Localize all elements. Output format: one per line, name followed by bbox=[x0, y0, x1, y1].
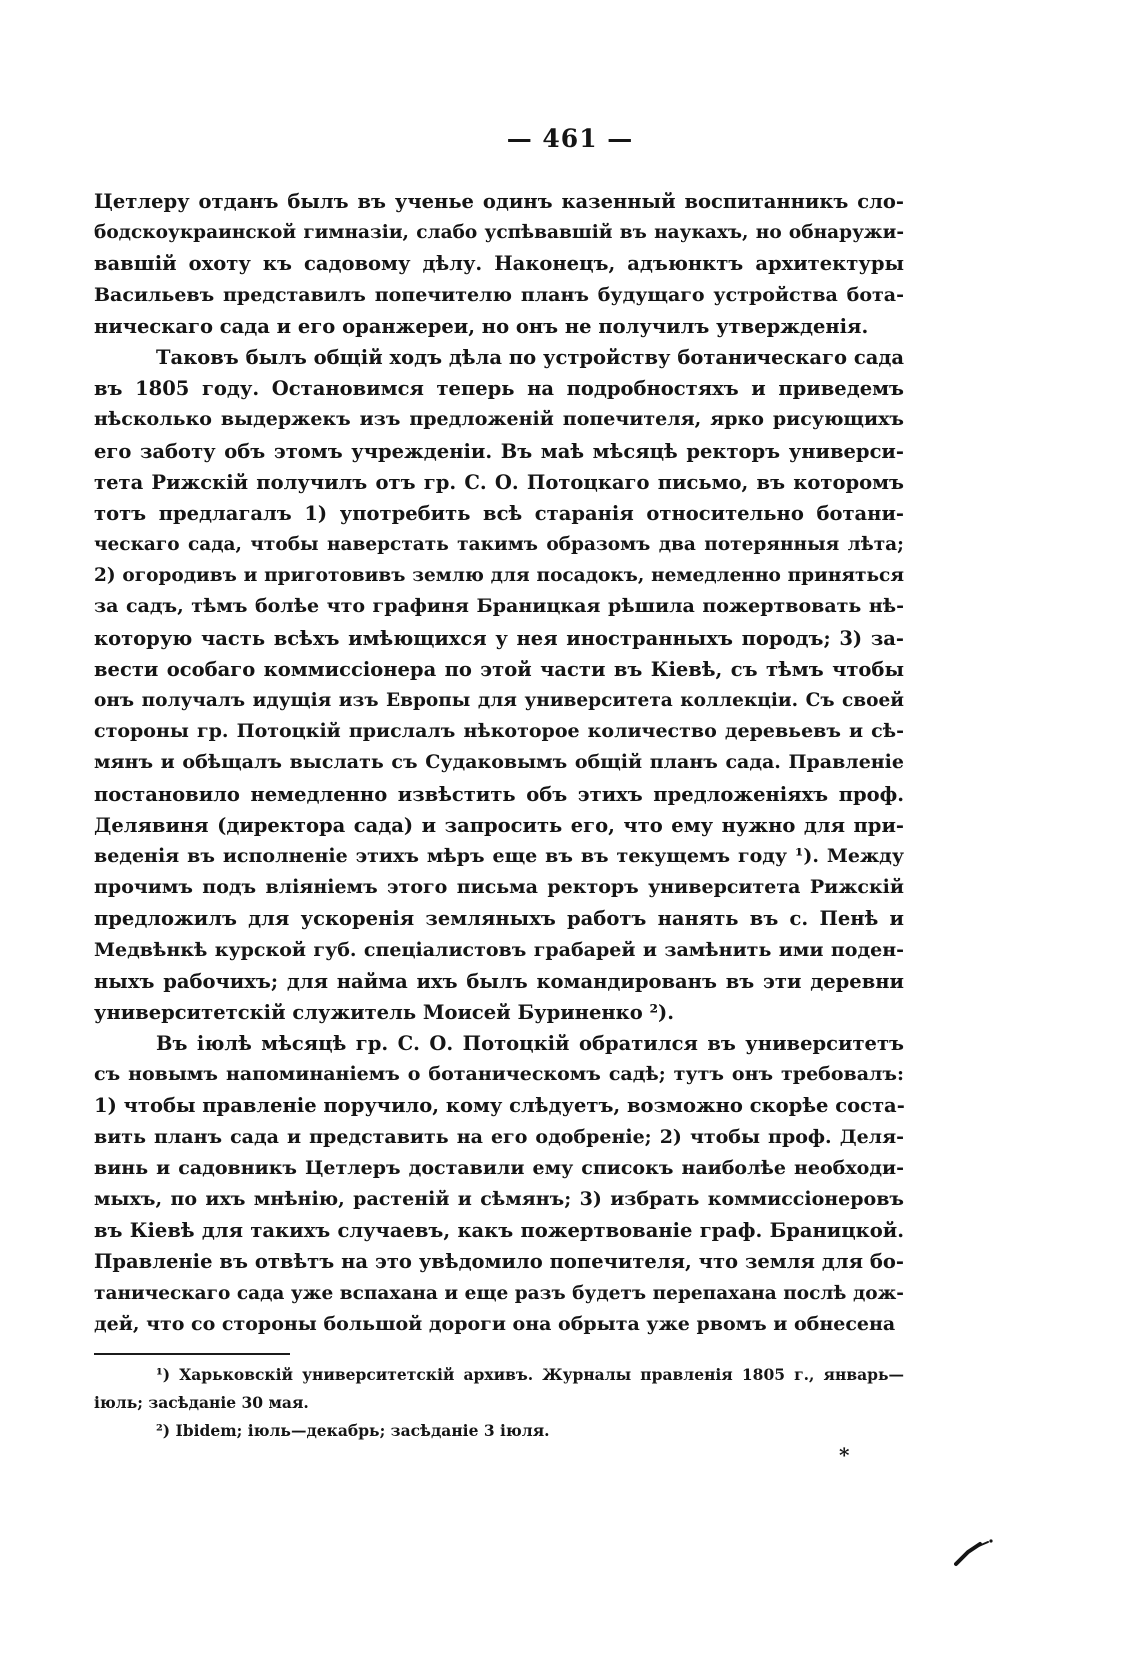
text-line: его заботу объ этомъ учрежденіи. Въ маѣ мѣсяцѣ ректоръ универси- bbox=[94, 439, 904, 463]
text-line: которую часть всѣхъ имѣющихся у нея иностранныхъ породъ; 3) за- bbox=[94, 626, 904, 650]
text-line: тотъ предлагалъ 1) употребить всѣ старанія относительно ботани- bbox=[94, 501, 904, 525]
text-line: въ 1805 году. Остановимся теперь на подробностяхъ и приведемъ bbox=[94, 377, 904, 401]
text-line: Цетлеру отданъ былъ въ ученье одинъ казенный воспитанникъ сло- bbox=[94, 190, 904, 213]
text-line: Васильевъ представилъ попечителю планъ будущаго устройства бота- bbox=[94, 283, 904, 306]
ink-pen-mark bbox=[954, 1538, 994, 1568]
text-line: Въ іюлѣ мѣсяцѣ гр. С. О. Потоцкій обратился въ университетъ bbox=[156, 1032, 904, 1056]
text-line: университетскій служитель Моисей Буриненко ²). bbox=[94, 1000, 675, 1024]
text-line: нѣсколько выдержекъ изъ предложеній попечителя, ярко рисующихъ bbox=[94, 408, 904, 431]
body-text bbox=[94, 186, 904, 1340]
text-line: Делявиня (директора сада) и запросить его, что ему нужно для при- bbox=[94, 813, 904, 837]
text-line: мыхъ, по ихъ мнѣнію, растеній и сѣмянъ; 3) избрать коммиссіонеровъ bbox=[94, 1188, 904, 1210]
text-line: вить планъ сада и представить на его одобреніе; 2) чтобы проф. Деля- bbox=[94, 1125, 904, 1148]
text-line: 2) огородивъ и приготовивъ землю для посадокъ, немедленно приняться bbox=[94, 565, 904, 587]
text-line: таническаго сада уже вспахана и еще разъ будетъ перепахана послѣ дож- bbox=[94, 1282, 904, 1304]
text-line: постановило немедленно извѣстить объ этихъ предложеніяхъ проф. bbox=[94, 782, 904, 806]
ink-asterisk-mark: * bbox=[839, 1443, 850, 1467]
footnote-rule bbox=[94, 1353, 290, 1355]
text-line: Таковъ былъ общій ходъ дѣла по устройству ботаническаго сада bbox=[156, 345, 904, 369]
text-line: 1) чтобы правленіе поручило, кому слѣдуетъ, возможно скорѣе соста- bbox=[94, 1094, 905, 1118]
text-line: прочимъ подъ вліяніемъ этого письма ректоръ университета Рижскій bbox=[94, 876, 904, 899]
text-line: ческаго сада, чтобы наверстать такимъ образомъ два потерянныя лѣта; bbox=[94, 534, 904, 556]
text-line: стороны гр. Потоцкій прислалъ нѣкоторое количество деревьевъ и сѣ- bbox=[94, 720, 904, 743]
text-line: вести особаго коммиссіонера по этой части въ Кіевѣ, съ тѣмъ чтобы bbox=[94, 657, 904, 681]
text-line: бодскоукраинской гимназіи, слабо успѣвавшій въ наукахъ, но обнаружи- bbox=[94, 222, 904, 244]
text-line: Правленіе въ отвѣтъ на это увѣдомило попечителя, что земля для бо- bbox=[94, 1250, 904, 1274]
text-line: въ Кіевѣ для такихъ случаевъ, какъ пожертвованіе граф. Браницкой. bbox=[94, 1219, 904, 1243]
text-line: дей, что со стороны большой дороги она обрыта уже рвомъ и обнесена bbox=[94, 1312, 896, 1335]
text-line: винь и садовникъ Цетлеръ доставили ему списокъ наиболѣе необходи- bbox=[94, 1156, 904, 1179]
text-line: тета Рижскій получилъ отъ гр. С. О. Потоцкаго письмо, въ которомъ bbox=[94, 470, 904, 494]
page-number: — 461 — bbox=[506, 124, 634, 153]
text-line: онъ получалъ идущія изъ Европы для университета коллекціи. Съ своей bbox=[94, 690, 904, 711]
footnote-line: ¹) Харьковскій университетскій архивъ. Журналы правленія 1805 г., январь— bbox=[156, 1365, 904, 1384]
text-line: мянъ и обѣщалъ выслать съ Судаковымъ общій планъ сада. Правленіе bbox=[94, 751, 904, 774]
text-line: съ новымъ напоминаніемъ о ботаническомъ садѣ; тутъ онъ требовалъ: bbox=[94, 1063, 904, 1086]
text-line: вавшій охоту къ садовому дѣлу. Наконецъ, адъюнктъ архитектуры bbox=[94, 252, 904, 276]
text-line: Медвѣнкѣ курской губ. спеціалистовъ грабарей и замѣнить ими поден- bbox=[94, 938, 904, 961]
text-line: ническаго сада и его оранжереи, но онъ не получилъ утвержденія. bbox=[94, 314, 869, 338]
footnote-line: іюль; засѣданіе 30 мая. bbox=[94, 1393, 309, 1412]
text-line: за садъ, тѣмъ болѣе что графиня Браницкая рѣшила пожертвовать нѣ- bbox=[94, 595, 904, 618]
text-line: веденія въ исполненіе этихъ мѣръ еще въ въ текущемъ году ¹). Между bbox=[94, 844, 904, 867]
text-line: ныхъ рабочихъ; для найма ихъ былъ командированъ въ эти деревни bbox=[94, 969, 904, 993]
footnotes bbox=[94, 1361, 904, 1445]
text-line: предложилъ для ускоренія земляныхъ работъ нанять въ с. Пенѣ и bbox=[94, 907, 904, 931]
footnote-line: ²) Ibidem; іюль—декабрь; засѣданіе 3 іюля. bbox=[156, 1421, 550, 1440]
